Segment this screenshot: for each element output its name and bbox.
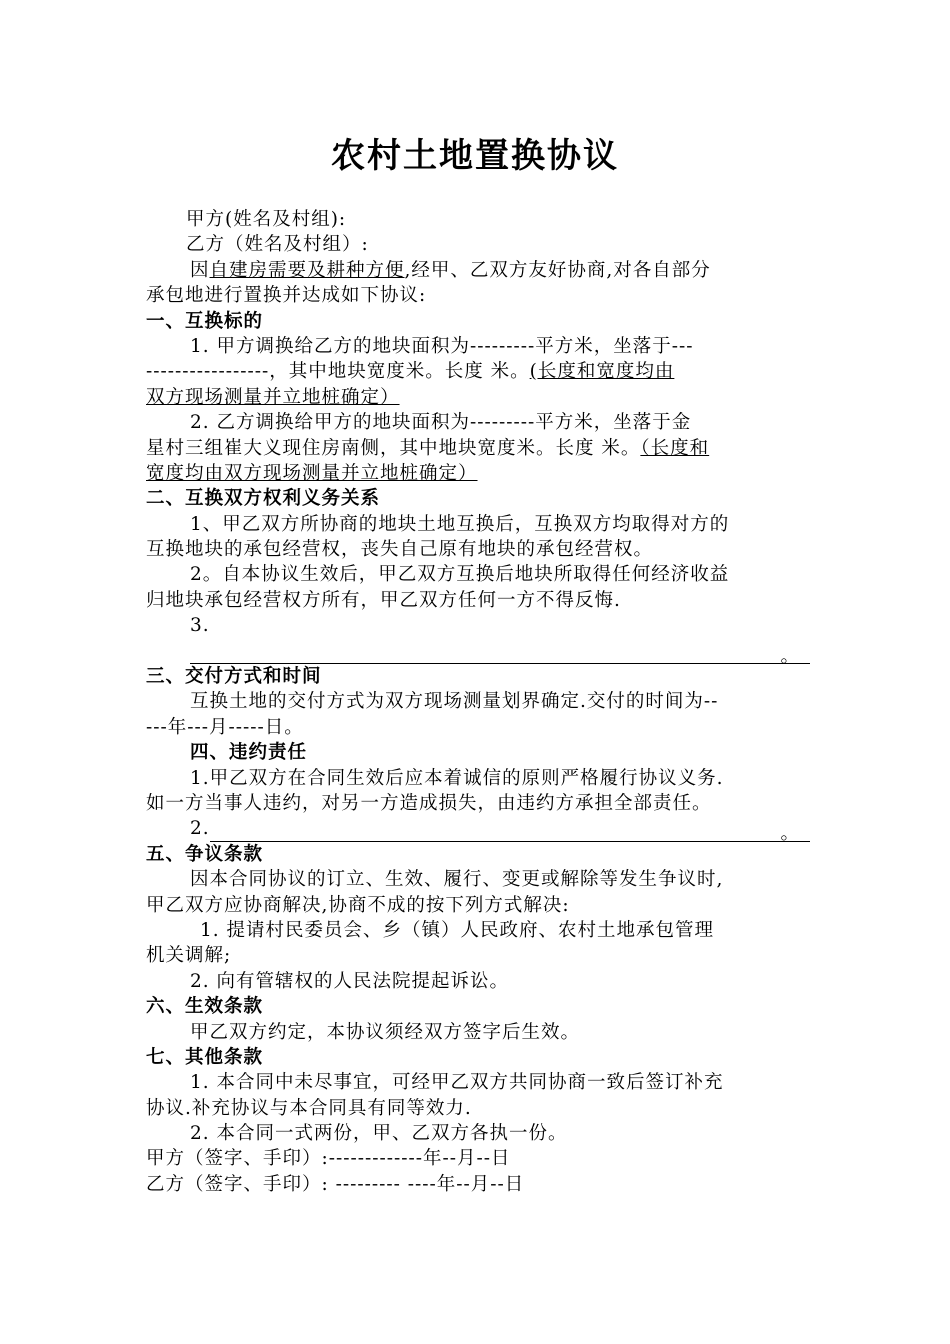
section-heading: 六、生效条款 <box>146 996 264 1018</box>
text-line: 甲乙双方应协商解决,协商不成的按下列方式解决: <box>146 894 570 916</box>
text-line: 3. <box>190 615 210 637</box>
text-line <box>146 461 810 486</box>
text-line <box>146 385 810 410</box>
text-line: 2。自本协议生效后，甲乙双方互换后地块所取得任何经济收益 <box>190 564 730 586</box>
section-heading: 四、违约责任 <box>190 742 308 764</box>
underlined-text: (长度和宽度均由 <box>529 361 675 383</box>
line-end-mark: 。 <box>780 645 800 667</box>
text-span: -----------------，其中地块宽度米。长度 米。 <box>146 361 530 383</box>
text-line <box>146 436 810 461</box>
text-line: 如一方当事人违约，对另一方造成损失，由违约方承担全部责任。 <box>146 792 712 814</box>
document-title: 农村土地置换协议 <box>331 136 619 176</box>
underlined-text: 自建房需要及耕种方便 <box>209 259 405 281</box>
text-line: 机关调解; <box>146 945 232 967</box>
blank-fill-line <box>190 643 810 667</box>
text-line <box>146 639 810 667</box>
text-span: ,经甲、乙双方友好协商,对各自部分 <box>404 259 711 281</box>
text-line: 甲方（签字、手印）:-------------年--月--日 <box>146 1148 511 1170</box>
text-line: 乙方（姓名及村组）: <box>186 234 369 256</box>
text-line: 承包地进行置换并达成如下协议: <box>146 285 427 307</box>
text-line <box>146 816 810 845</box>
text-span: 因 <box>190 259 210 281</box>
item-number: 2. <box>190 818 210 840</box>
text-line: 互换地块的承包经营权，丧失自己原有地块的承包经营权。 <box>146 539 654 561</box>
text-line: 1.甲乙双方在合同生效后应本着诚信的原则严格履行协议义务. <box>190 767 724 789</box>
text-line: 1. 本合同中未尽事宜，可经甲乙双方共同协商一致后签订补充 <box>190 1072 724 1094</box>
section-heading: 三、交付方式和时间 <box>146 666 322 688</box>
text-line: 2. 本合同一式两份，甲、乙双方各执一份。 <box>190 1123 568 1145</box>
underlined-text: （长度和 <box>640 437 710 459</box>
text-line: 1. 甲方调换给乙方的地块面积为---------平方米，坐落于--- <box>190 335 694 357</box>
text-span: 星村三组崔大义现住房南侧，其中地块宽度米。长度 米。 <box>146 437 641 459</box>
underlined-text: 宽度均由双方现场测量并立地桩确定） <box>146 462 478 484</box>
text-line: 甲乙双方约定，本协议须经双方签字后生效。 <box>190 1021 581 1043</box>
text-line: ---年---月-----日。 <box>146 716 304 738</box>
section-heading: 一、互换标的 <box>146 310 264 332</box>
text-line: 协议.补充协议与本合同具有同等效力. <box>146 1097 472 1119</box>
text-line <box>146 359 810 384</box>
underlined-text: 双方现场测量并立地桩确定） <box>146 386 400 408</box>
text-line <box>146 258 810 283</box>
text-line: 甲方(姓名及村组): <box>186 209 347 230</box>
blank-fill-line <box>210 821 810 845</box>
line-end-mark: 。 <box>780 823 800 845</box>
section-heading: 五、争议条款 <box>146 843 264 865</box>
text-line: 2. 向有管辖权的人民法院提起诉讼。 <box>190 970 510 992</box>
text-line: 1、甲乙双方所协商的地块土地互换后，互换双方均取得对方的 <box>190 513 730 535</box>
text-line: 因本合同协议的订立、生效、履行、变更或解除等发生争议时, <box>190 869 724 891</box>
text-line: 1. 提请村民委员会、乡（镇）人民政府、农村土地承包管理 <box>200 919 715 941</box>
document-body <box>146 207 810 1197</box>
section-heading: 二、互换双方权利义务关系 <box>146 488 381 510</box>
text-line: 互换土地的交付方式为双方现场测量划界确定.交付的时间为-- <box>190 691 719 713</box>
text-line: 乙方（签字、手印）: --------- ----年--月--日 <box>146 1173 525 1195</box>
section-heading: 七、其他条款 <box>146 1046 264 1068</box>
text-line: 2. 乙方调换给甲方的地块面积为---------平方米，坐落于金 <box>190 412 692 434</box>
text-line: 归地块承包经营权方所有，甲乙双方任何一方不得反悔. <box>146 589 621 611</box>
